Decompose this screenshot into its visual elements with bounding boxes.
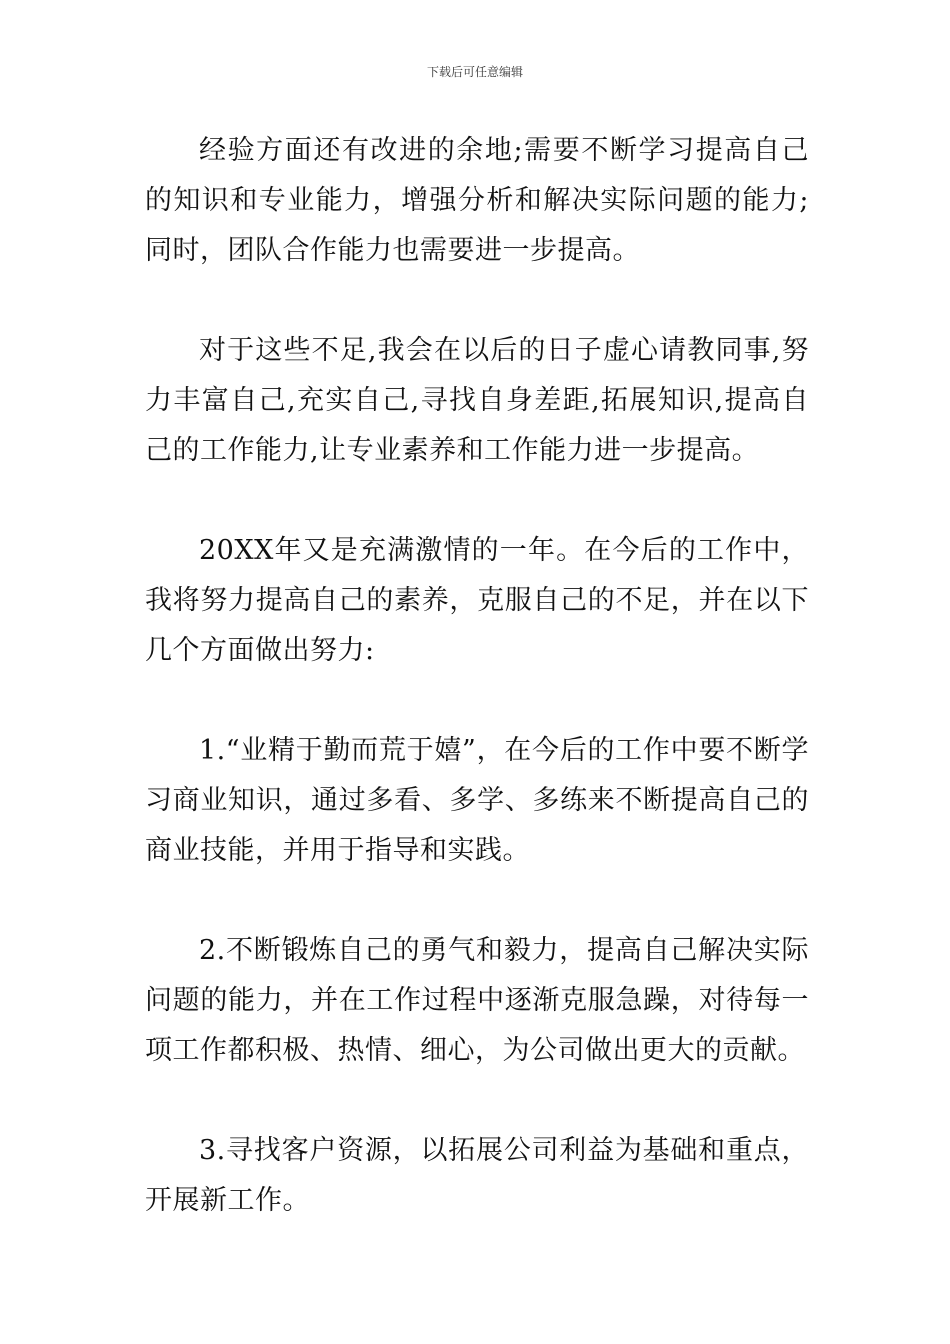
document-body [145,126,809,1276]
paragraph-self-improvement-plan: 对于这些不足,我会在以后的日子虚心请教同事,努力丰富自己,充实自己,寻找自身差距,拓展知识,提高自己的工作能力,让专业素养和工作能力进一步提高。 [145,335,809,466]
paragraph-improvement-areas: 经验方面还有改进的余地;需要不断学习提高自己的知识和专业能力，增强分析和解决实际问题的能力;同时，团队合作能力也需要进一步提高。 [145,135,809,266]
list-item-1: 1.“业精于勤而荒于嬉”，在今后的工作中要不断学习商业知识，通过多看、多学、多练来不断提高自己的商业技能，并用于指导和实践。 [145,735,809,866]
list-item-2: 2.不断锻炼自己的勇气和毅力，提高自己解决实际问题的能力，并在工作过程中逐渐克服急躁，对待每一项工作都积极、热情、细心，为公司做出更大的贡献。 [145,935,809,1066]
paragraph-year-outlook: 20XX年又是充满激情的一年。在今后的工作中，我将努力提高自己的素养，克服自己的不足，并在以下几个方面做出努力: [145,535,809,666]
list-item-3: 3.寻找客户资源，以拓展公司利益为基础和重点，开展新工作。 [145,1135,809,1216]
page-header: 下载后可任意编辑 [426,65,523,79]
